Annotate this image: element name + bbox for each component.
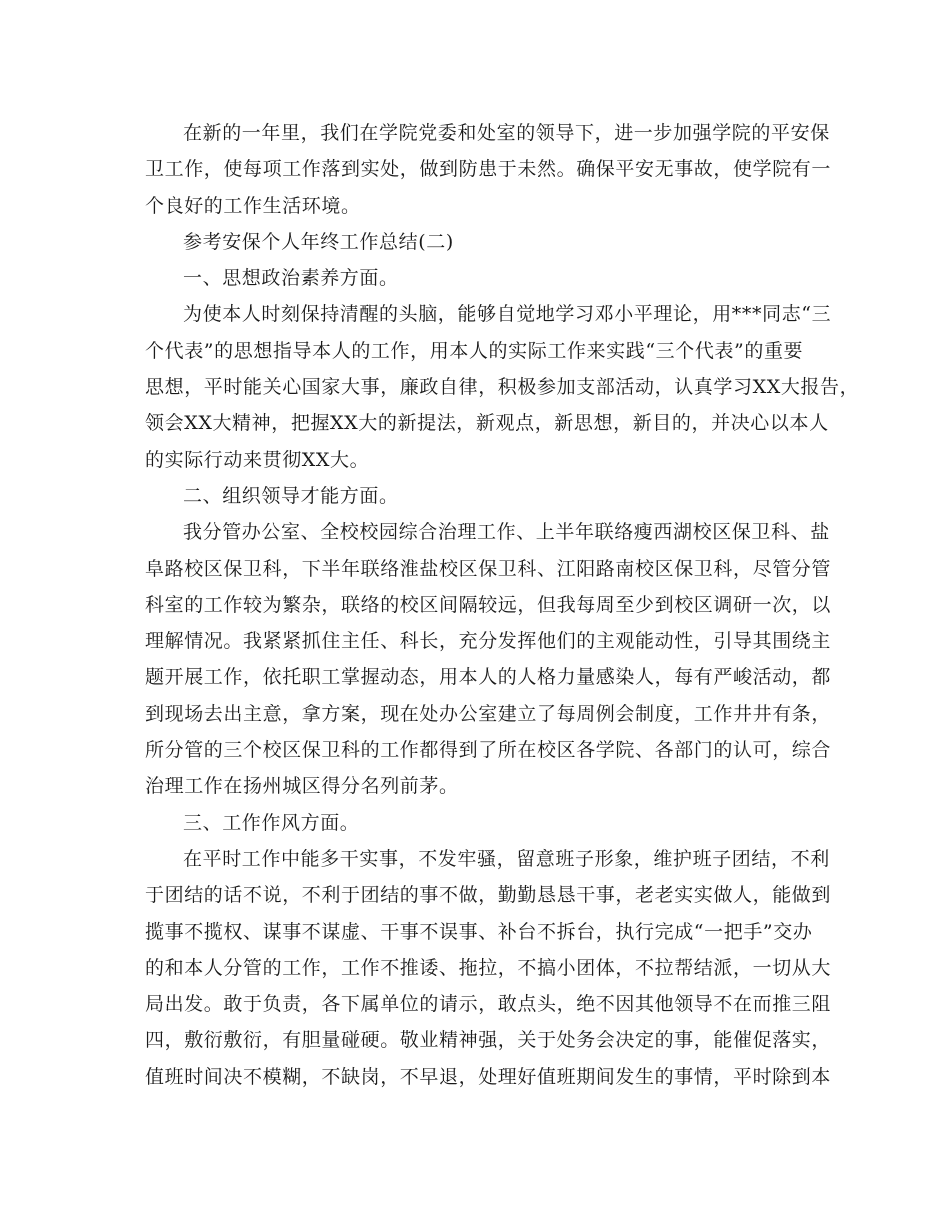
text-line: 个代表”的思想指导本人的工作，用本人的实际工作来实践“三个代表”的重要	[145, 339, 804, 362]
document-body	[145, 115, 860, 1095]
text-line: 的实际行动来贯彻XX大。	[145, 448, 370, 471]
text-line: 到现场去出主意，拿方案，现在处办公室建立了每周例会制度，工作井井有条，	[145, 702, 832, 725]
text-line: 卫工作，使每项工作落到实处，做到防患于未然。确保平安无事故，使学院有一	[145, 158, 832, 181]
text-line: 所分管的三个校区保卫科的工作都得到了所在校区各学院、各部门的认可，综合	[145, 739, 832, 762]
text-line: 四，敷衍敷衍，有胆量碰硬。敬业精神强，关于处务会决定的事，能催促落实，	[145, 1029, 832, 1052]
text-line: 一、思想政治素养方面。	[183, 267, 399, 290]
text-line: 题开展工作，依托职工掌握动态，用本人的人格力量感染人，每有严峻活动，都	[145, 666, 832, 689]
text-line: 治理工作在扬州城区得分名列前茅。	[145, 775, 459, 798]
text-line: 参考安保个人年终工作总结(二)	[183, 230, 454, 253]
text-line: 在平时工作中能多干实事，不发牢骚，留意班子形象，维护班子团结，不利	[183, 847, 830, 870]
text-line: 二、组织领导才能方面。	[183, 484, 399, 507]
text-line: 揽事不揽权、谋事不谋虚、干事不误事、补台不拆台，执行完成“一把手”交办	[145, 920, 813, 943]
text-line: 的和本人分管的工作，工作不推诿、拖拉，不搞小团体，不拉帮结派，一切从大	[145, 956, 832, 979]
text-line: 阜路校区保卫科，下半年联络淮盐校区保卫科、江阳路南校区保卫科，尽管分管	[145, 557, 832, 580]
text-line: 我分管办公室、全校校园综合治理工作、上半年联络瘦西湖校区保卫科、盐	[183, 521, 830, 544]
text-line: 科室的工作较为繁杂，联络的校区间隔较远，但我每周至少到校区调研一次，以	[145, 593, 832, 616]
text-line: 三、工作作风方面。	[183, 811, 360, 834]
text-line: 个良好的工作生活环境。	[145, 194, 361, 217]
text-line: 局出发。敢于负责，各下属单位的请示，敢点头，绝不因其他领导不在而推三阻	[145, 993, 832, 1016]
text-line: 值班时间决不模糊，不缺岗，不早退，处理好值班期间发生的事情，平时除到本	[145, 1065, 832, 1088]
text-line: 领会XX大精神，把握XX大的新提法，新观点，新思想，新目的，并决心以本人	[145, 412, 829, 435]
text-line: 思想，平时能关心国家大事，廉政自律，积极参加支部活动，认真学习XX大报告，	[145, 376, 860, 399]
text-line: 为使本人时刻保持清醒的头脑，能够自觉地学习邓小平理论，用***同志“三	[183, 303, 832, 326]
text-line: 在新的一年里，我们在学院党委和处室的领导下，进一步加强学院的平安保	[183, 122, 830, 144]
text-line: 理解情况。我紧紧抓住主任、科长，充分发挥他们的主观能动性，引导其围绕主	[145, 630, 832, 653]
text-line: 于团结的话不说，不利于团结的事不做，勤勤恳恳干事，老老实实做人，能做到	[145, 884, 832, 907]
